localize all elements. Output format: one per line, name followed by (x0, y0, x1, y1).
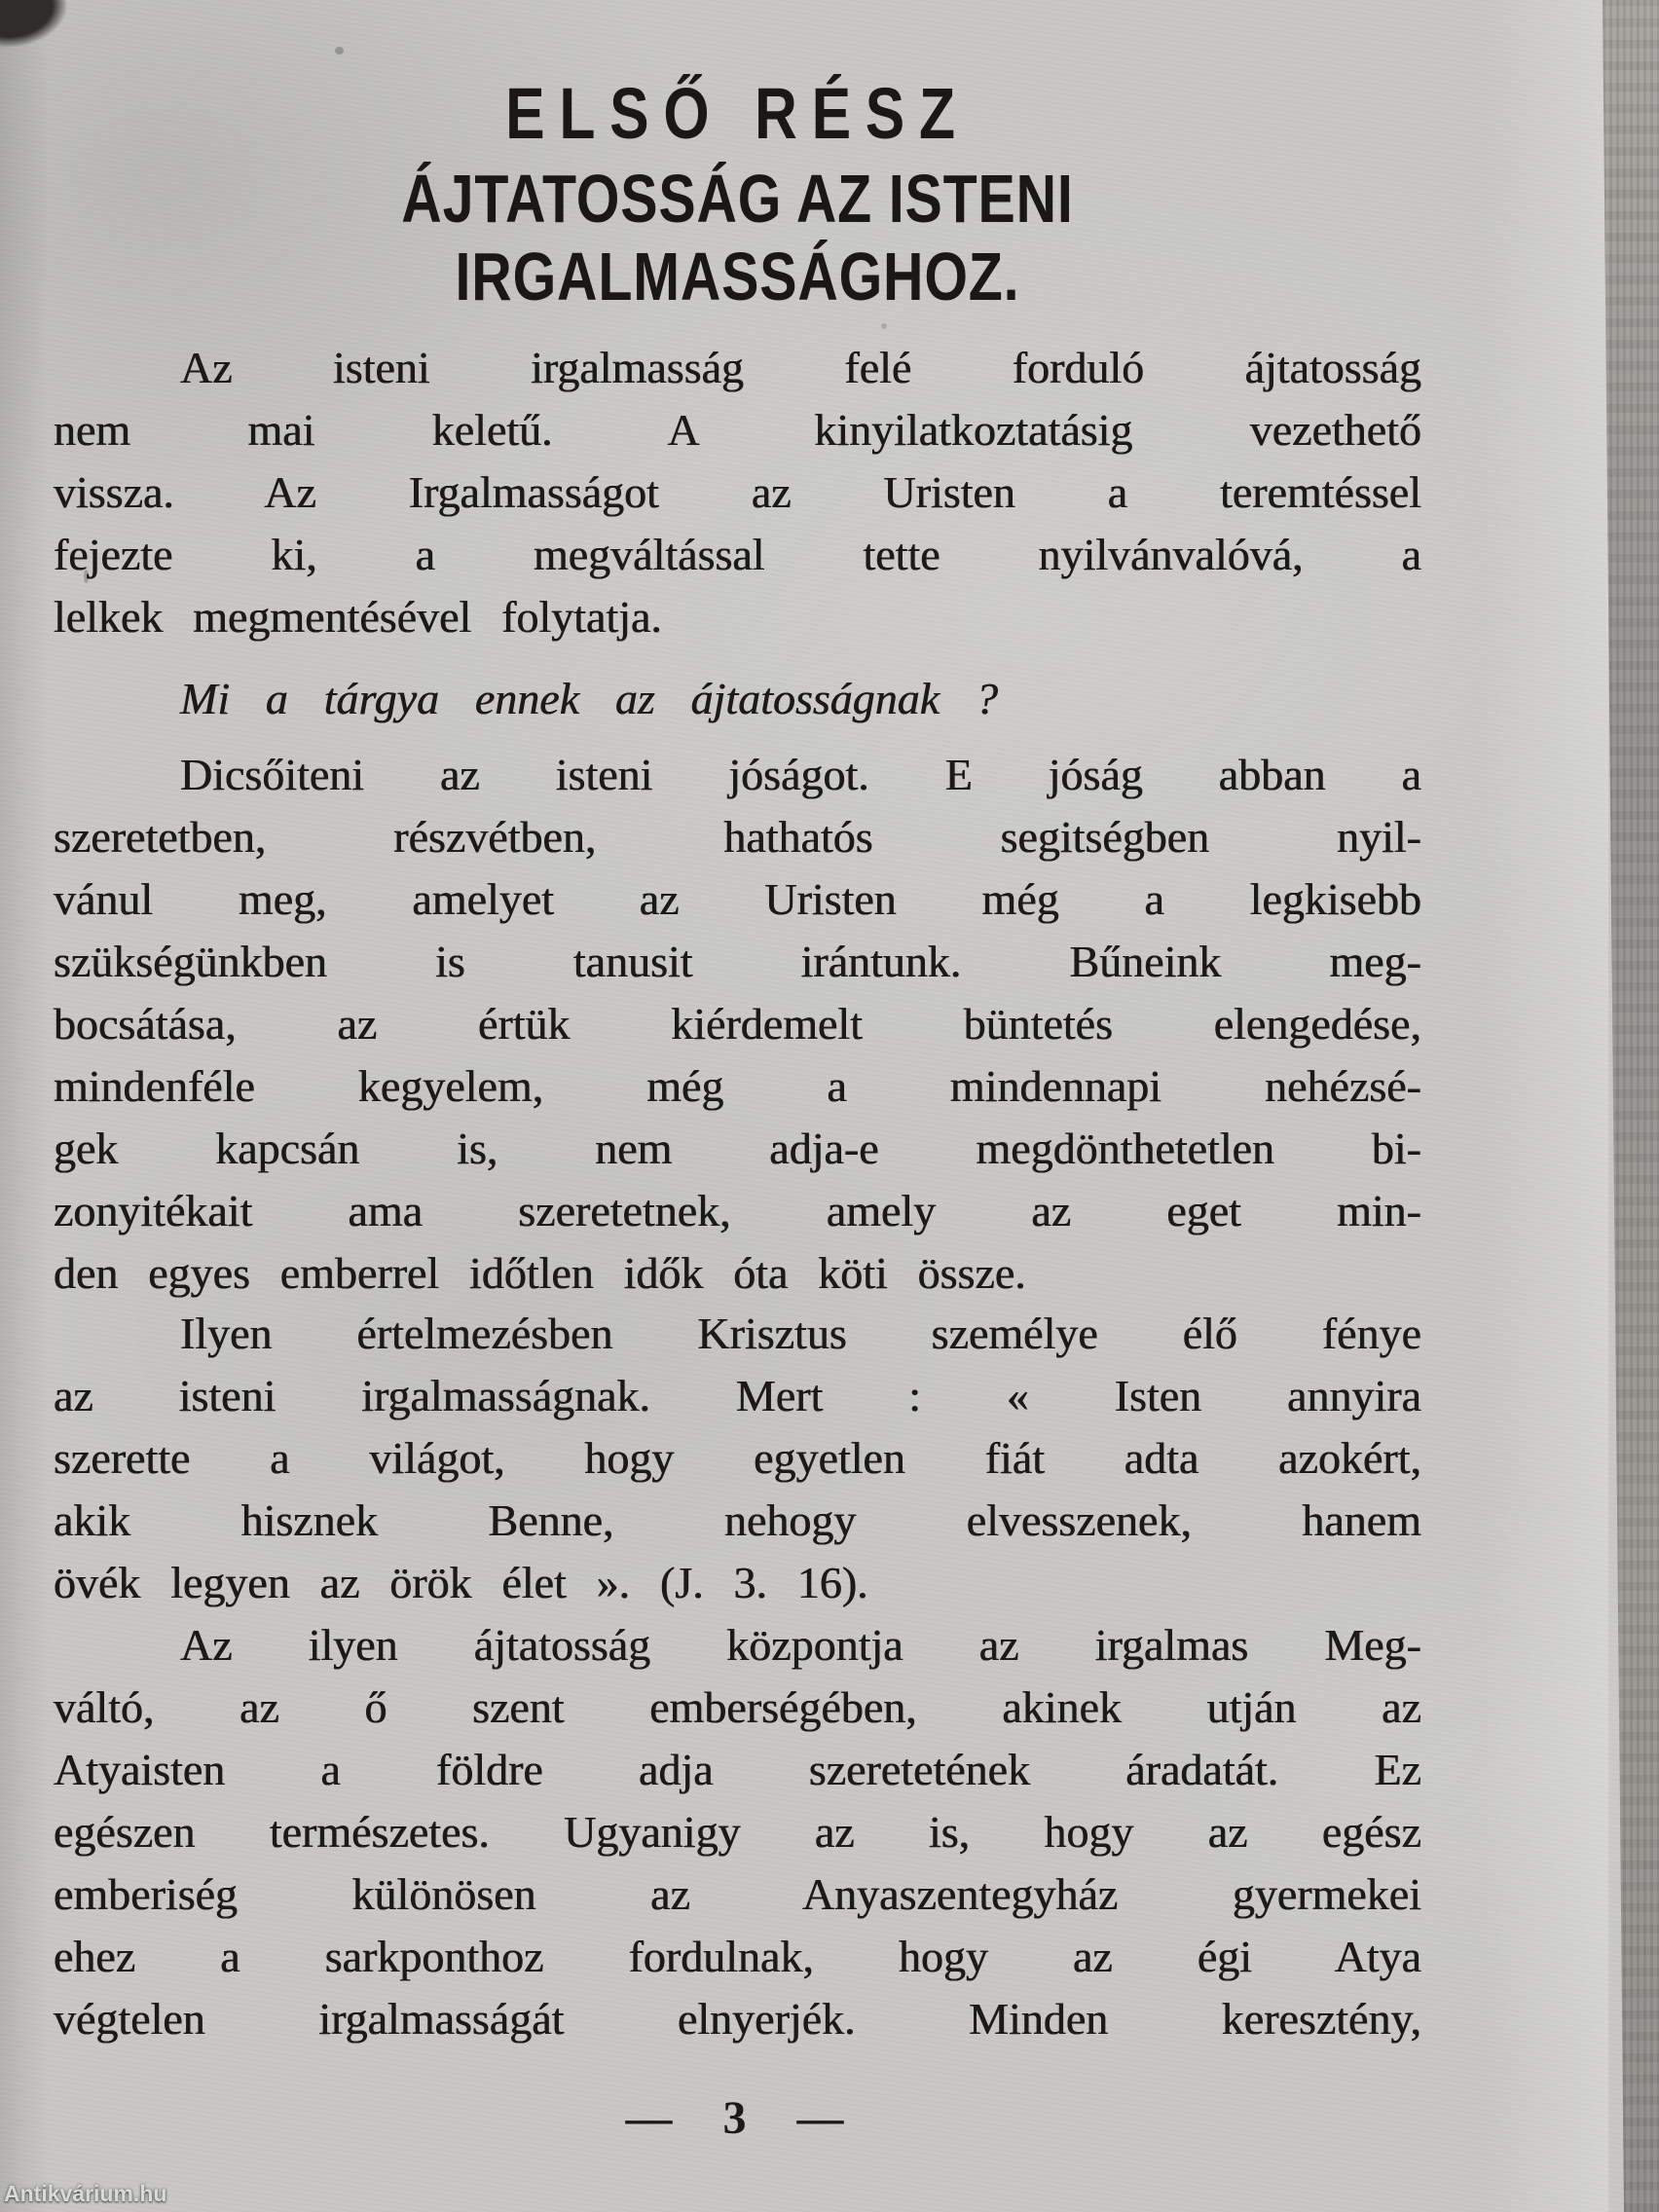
scan-corner-smudge (0, 0, 72, 51)
page-edge-highlight (1482, 0, 1608, 2212)
text-line: Az isteni irgalmasság felé forduló ájtatosság (180, 343, 1421, 392)
text-line: den egyes emberrel időtlen idők óta köti össze. (54, 1248, 1026, 1298)
text-line: övék legyen az örök élet ». (J. 3. 16). (54, 1558, 868, 1607)
text-line: szerette a világot, hogy egyetlen fiát adta azokért, (54, 1433, 1421, 1483)
text-line: fejezte ki, a megváltással tette nyilvánvalóvá, a (54, 530, 1421, 579)
text-line: ehez a sarkponthoz fordulnak, hogy az égi Atya (54, 1932, 1421, 1981)
text-line: Atyaisten a földre adja szeretetének áradatát. Ez (54, 1745, 1421, 1794)
text-line: akik hisznek Benne, nehogy elvesszenek, hanem (54, 1495, 1421, 1545)
text-line: vissza. Az Irgalmasságot az Uristen a teremtéssel (54, 467, 1421, 517)
text-line: szeretetben, részvétben, hathatós segitségben nyil- (54, 812, 1421, 862)
question-line: Mi a tárgya ennek az ájtatosságnak ? (180, 674, 999, 723)
text-line: az isteni irgalmasságnak. Mert : « Isten annyira (54, 1371, 1421, 1420)
text-line: emberiség különösen az Anyaszentegyház gyermekei (54, 1869, 1421, 1919)
text-line: lelkek megmentésével folytatja. (54, 592, 662, 642)
text-line: szükségünkben is tanusit irántunk. Bűneink meg- (54, 937, 1421, 986)
part-heading: ELSŐ RÉSZ (505, 73, 970, 154)
text-line: Dicsőiteni az isteni jóságot. E jóság abban a (180, 750, 1421, 799)
text-line: Az ilyen ájtatosság központja az irgalmas Meg- (180, 1620, 1421, 1670)
antikvarium-watermark: Antikvárium.hu (4, 2181, 167, 2206)
text-line: Ilyen értelmezésben Krisztus személye élő fénye (180, 1309, 1421, 1358)
text-line: vánul meg, amelyet az Uristen még a legkisebb (54, 874, 1421, 924)
paragraph-4 (54, 1614, 1421, 2050)
paper-speck (881, 323, 887, 329)
paper-speck (335, 47, 344, 55)
text-line: váltó, az ő szent emberségében, akinek utján az (54, 1682, 1421, 1732)
text-line: egészen természetes. Ugyanigy az is, hogy az egész (54, 1807, 1421, 1857)
paragraph-1 (54, 337, 1421, 648)
chapter-title: ÁJTATOSSÁG AZ ISTENI IRGALMASSÁGHOZ. (401, 161, 1074, 314)
text-line: zonyitékait ama szeretetnek, amely az eget min- (54, 1186, 1421, 1235)
text-line: végtelen irgalmasságát elnyerjék. Minden keresztény, (54, 1994, 1421, 2044)
text-line: gek kapcsán is, nem adja-e megdönthetetlen bi- (54, 1124, 1421, 1173)
text-line: bocsátása, az értük kiérdemelt büntetés elengedése, (54, 999, 1421, 1049)
paragraph-2 (54, 744, 1421, 1305)
page-number: — 3 — (625, 2092, 850, 2144)
text-line: mindenféle kegyelem, még a mindennapi nehézsé- (54, 1061, 1421, 1111)
paragraph-3 (54, 1303, 1421, 1614)
text-line: nem mai keletű. A kinyilatkoztatásig vezethető (54, 405, 1421, 455)
